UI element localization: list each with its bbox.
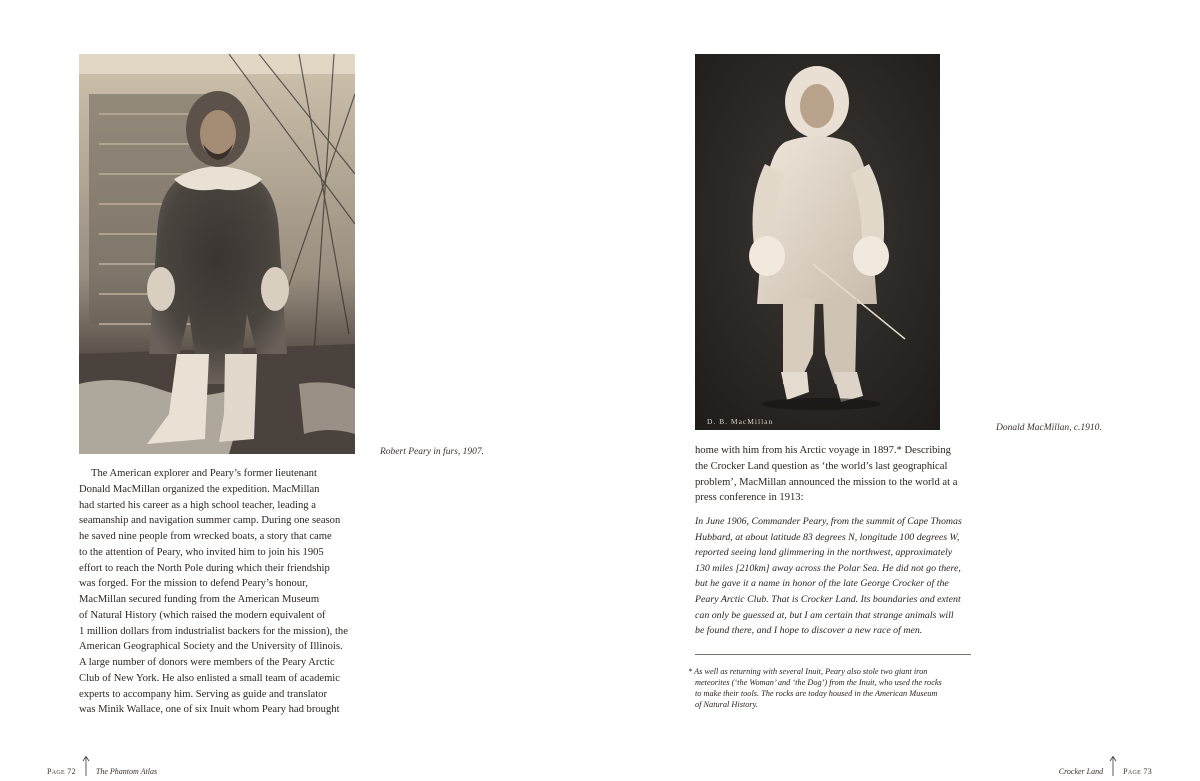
footnote-line: to make their tools. The rocks are today housed in the American Museum: [695, 689, 938, 699]
page-number: Page 73: [1123, 767, 1152, 776]
photo-inscription: D. B. MacMillan: [707, 417, 774, 426]
quote-line: be found there, and I hope to discover a new race of men.: [695, 625, 923, 637]
body-line: had started his career as a high school teacher, leading a: [79, 499, 316, 511]
body-line: American Geographical Society and the University of Illinois.: [79, 641, 343, 653]
quote-line: In June 1906, Commander Peary, from the summit of Cape Thomas: [695, 516, 962, 527]
block-quote: [695, 514, 975, 639]
body-line: was Minik Wallace, one of six Inuit whom Peary had brought: [79, 704, 340, 716]
body-line: effort to reach the North Pole during which their friendship: [79, 562, 330, 574]
body-line: home with him from his Arctic voyage in 1897.* Describing: [695, 445, 951, 456]
right-body-text: [695, 443, 970, 506]
body-line: press conference in 1913:: [695, 492, 804, 504]
quote-line: reported seeing land glimmering in the northwest, approximately: [695, 547, 953, 559]
body-line: the Crocker Land question as ‘the world’s last geographical: [695, 460, 948, 472]
body-line: Club of New York. He also enlisted a small team of academic: [79, 672, 340, 684]
body-line: 1 million dollars from industrialist backers for the mission), the: [79, 625, 348, 637]
body-line: he saved nine people from wrecked boats, a story that came: [79, 531, 332, 542]
donald-macmillan-photo: [695, 54, 940, 430]
book-title: The Phantom Atlas: [95, 767, 158, 776]
peary-photo-caption: Robert Peary in furs, 1907.: [380, 447, 484, 457]
footnote-line: meteorites (‘the Woman’ and ‘the Dog’) from the Inuit, who used the rocks: [695, 678, 942, 688]
quote-line: can only be guessed at, but I am certain that strange animals will: [695, 609, 954, 621]
footnote-line: of Natural History.: [695, 700, 758, 710]
right-folio: [1059, 756, 1152, 776]
robert-peary-photo: [79, 54, 355, 454]
left-body-text: [79, 466, 359, 718]
body-line: of Natural History (which raised the modern equivalent of: [79, 609, 326, 621]
body-line: was forged. For the mission to defend Peary’s honour,: [79, 578, 308, 590]
body-line: A large number of donors were members of the Peary Arctic: [79, 657, 335, 668]
quote-line: 130 miles [210km] away across the Polar Sea. He did not go there,: [695, 562, 961, 574]
footnote: [688, 666, 978, 710]
quote-line: Peary Arctic Club. That is Crocker Land. Its boundaries and extent: [695, 593, 961, 605]
body-line: seamanship and navigation summer camp. During one season: [79, 515, 341, 527]
arrow-up-icon: [82, 756, 90, 776]
body-line: experts to accompany him. Serving as guide and translator: [79, 688, 328, 700]
body-line: MacMillan secured funding from the American Museum: [79, 594, 320, 605]
body-line: Donald MacMillan organized the expedition. MacMillan: [79, 483, 320, 495]
left-folio: [47, 756, 157, 776]
quote-line: Hubbard, at about latitude 83 degrees N, longitude 100 degrees W,: [695, 531, 960, 543]
footnote-line: * As well as returning with several Inuit, Peary also stole two giant iron: [688, 667, 928, 676]
chapter-title: Crocker Land: [1058, 767, 1104, 776]
footnote-divider: [695, 654, 971, 655]
quote-line: but he gave it a name in honor of the late George Crocker of the: [695, 578, 949, 590]
macmillan-photo-caption: Donald MacMillan, c.1910.: [996, 423, 1102, 433]
body-line: to the attention of Peary, who invited him to join his 1905: [79, 546, 324, 558]
arrow-up-icon: [1109, 756, 1117, 776]
body-line: The American explorer and Peary’s former lieutenant: [91, 468, 317, 479]
body-line: problem’, MacMillan announced the mission to the world at a: [695, 476, 958, 488]
page-number: Page 72: [47, 767, 76, 776]
